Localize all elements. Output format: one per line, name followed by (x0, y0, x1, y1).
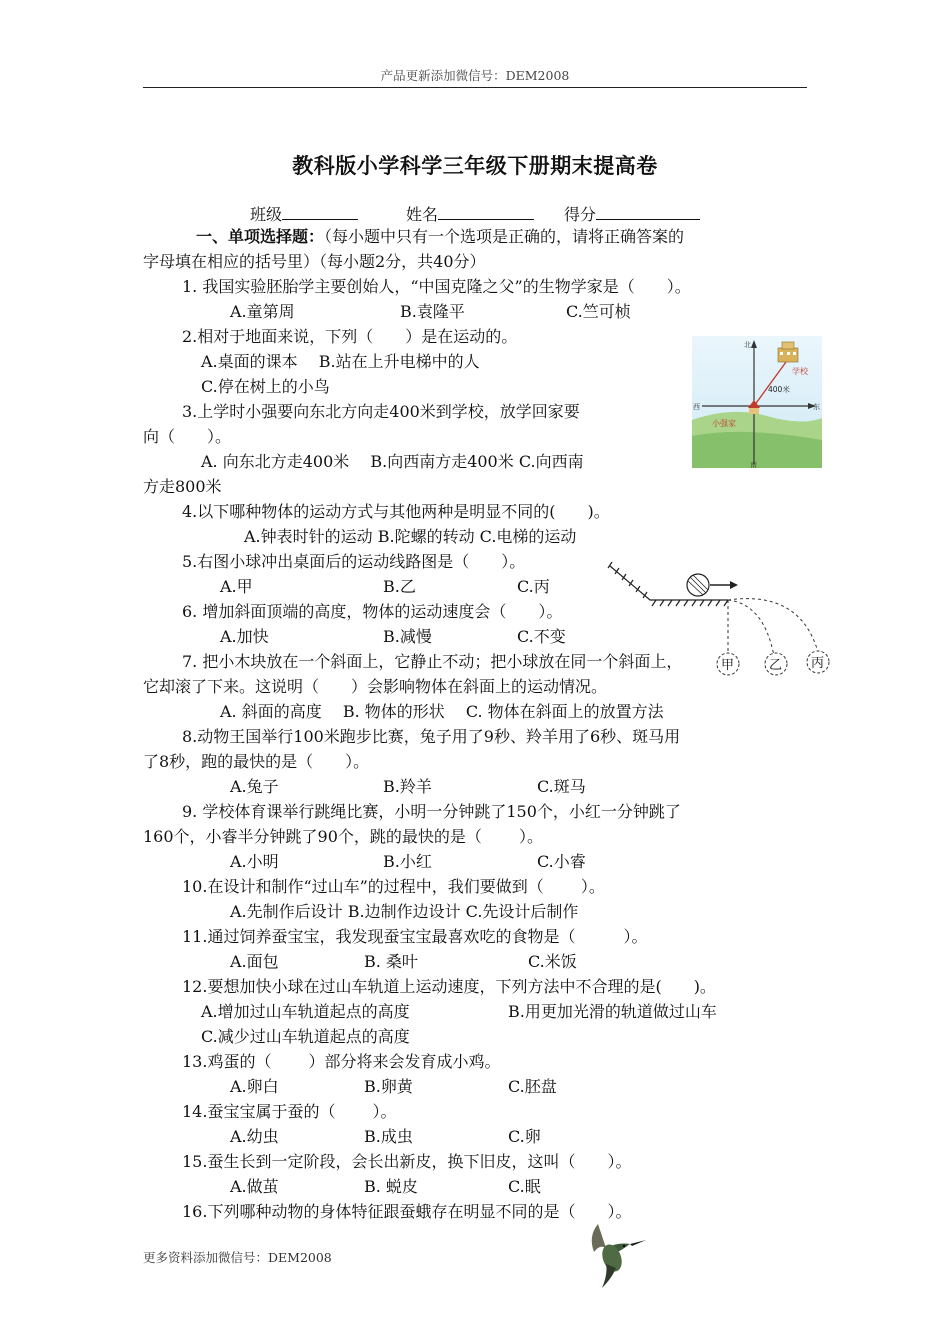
q13-option-c: C.胚盘 (508, 1077, 557, 1096)
q11-stem: 11.通过饲养蚕宝宝，我发现蚕宝宝最喜欢吃的食物是（ ）。 (182, 927, 648, 946)
map-label-east: 东 (813, 403, 820, 411)
q5-option-b: B.乙 (383, 577, 416, 596)
name-label: 姓名 (406, 205, 439, 224)
label-bing: 丙 (811, 656, 825, 671)
q9-option-a: A.小明 (230, 852, 279, 871)
q16-stem: 16.下列哪种动物的身体特征跟蚕蛾存在明显不同的是（ ）。 (182, 1202, 632, 1221)
page-title: 教科版小学科学三年级下册期末提高卷 (292, 154, 658, 178)
q14-option-a: A.幼虫 (230, 1127, 279, 1146)
name-blank (438, 203, 534, 220)
q12-option-c: C.减少过山车轨道起点的高度 (201, 1027, 410, 1046)
map-label-west: 西 (693, 403, 700, 411)
class-label: 班级 (250, 205, 283, 224)
ball-icon (687, 574, 709, 596)
q2-option-c: C.停在树上的小鸟 (201, 377, 330, 396)
q3-options: A. 向东北方走400米 B.向西南方走400米 C.向西南 (201, 452, 584, 471)
grass-front (692, 432, 822, 468)
q13-option-a: A.卵白 (230, 1077, 279, 1096)
label-jia: 甲 (721, 658, 735, 673)
direction-map-figure (692, 336, 822, 468)
q12-stem: 12.要想加快小球在过山车轨道上运动速度，下列方法中不合理的是( )。 (182, 977, 716, 996)
q8-stem-1: 8.动物王国举行100米跑步比赛，兔子用了9秒、羚羊用了6秒、斑马用 (182, 727, 681, 746)
q12-option-a: A.增加过山车轨道起点的高度 (201, 1002, 410, 1021)
motion-arrow-icon (710, 581, 738, 589)
q8-option-b: B.羚羊 (383, 777, 432, 796)
q3-options-cont: 方走800米 (143, 477, 222, 496)
q6-stem: 6. 增加斜面顶端的高度，物体的运动速度会（ ）。 (182, 602, 563, 621)
q14-option-b: B.成虫 (364, 1127, 413, 1146)
section-heading-line (196, 226, 684, 248)
q7-stem-1: 7. 把小木块放在一个斜面上，它静止不动；把小球放在同一个斜面上， (182, 652, 683, 671)
map-label-distance: 400米 (768, 385, 790, 394)
q6-option-b: B.减慢 (383, 627, 432, 646)
q10-options: A.先制作后设计 B.边制作边设计 C.先设计后制作 (230, 902, 579, 921)
q11-option-b: B. 桑叶 (364, 952, 418, 971)
q14-stem: 14.蚕宝宝属于蚕的（ ）。 (182, 1102, 397, 1121)
q12-option-b: B.用更加光滑的轨道做过山车 (508, 1002, 717, 1021)
q4-options: A.钟表时针的运动 B.陀螺的转动 C.电梯的运动 (244, 527, 577, 546)
q15-stem: 15.蚕生长到一定阶段，会长出新皮，换下旧皮，这叫（ ）。 (182, 1152, 632, 1171)
q5-option-a: A.甲 (220, 577, 253, 596)
q2-stem: 2.相对于地面来说，下列（ ）是在运动的。 (182, 327, 518, 346)
q14-option-c: C.卵 (508, 1127, 541, 1146)
hummingbird-icon (578, 1218, 648, 1294)
q1-stem: 1. 我国实验胚胎学主要创始人，“中国克隆之父”的生物学家是（ ）。 (182, 277, 691, 296)
q11-option-a: A.面包 (230, 952, 279, 971)
score-blank (596, 203, 700, 220)
q5-option-c: C.丙 (517, 577, 550, 596)
q8-stem-2: 了8秒，跑的最快的是（ ）。 (143, 752, 370, 771)
section-desc-2: 字母填在相应的括号里）（每小题2分，共40分） (143, 252, 486, 271)
q13-option-b: B.卵黄 (364, 1077, 413, 1096)
q15-option-a: A.做茧 (230, 1177, 279, 1196)
q13-stem: 13.鸡蛋的（ ）部分将来会发育成小鸡。 (182, 1052, 501, 1071)
q15-option-c: C.眠 (508, 1177, 541, 1196)
trajectory-yi (728, 600, 774, 656)
q1-option-c: C.竺可桢 (566, 302, 631, 321)
q1-option-a: A.童第周 (230, 302, 295, 321)
trajectory-bing (728, 599, 818, 652)
map-label-home: 小强家 (712, 419, 736, 428)
q7-options: A. 斜面的高度 B. 物体的形状 C. 物体在斜面上的放置方法 (220, 702, 664, 721)
map-label-school: 学校 (792, 367, 808, 376)
q3-stem-1: 3.上学时小强要向东北方向走400米到学校，放学回家要 (182, 402, 580, 421)
q3-stem-2: 向（ ）。 (143, 427, 232, 446)
label-yi: 乙 (769, 658, 783, 673)
map-label-north: 北 (744, 341, 751, 349)
map-label-south: 南 (750, 461, 757, 468)
q9-stem-2: 160个，小睿半分钟跳了90个，跳的最快的是（ ）。 (143, 827, 543, 846)
q15-option-b: B. 蜕皮 (364, 1177, 418, 1196)
ball-trajectory-figure (604, 560, 836, 684)
q1-option-b: B.袁隆平 (400, 302, 465, 321)
header-divider (143, 87, 807, 88)
student-info (250, 202, 700, 225)
score-label: 得分 (564, 205, 597, 224)
q2-options-ab: A.桌面的课本 B.站在上升电梯中的人 (201, 352, 480, 371)
page-footer: 更多资料添加微信号：DEM2008 (143, 1250, 332, 1265)
q10-stem: 10.在设计和制作“过山车”的过程中，我们要做到（ ）。 (182, 877, 605, 896)
q8-option-c: C.斑马 (537, 777, 586, 796)
q6-option-a: A.加快 (220, 627, 269, 646)
section-heading: 一、单项选择题： (196, 227, 325, 246)
q9-option-c: C.小睿 (537, 852, 586, 871)
q5-stem: 5.右图小球冲出桌面后的运动线路图是（ ）。 (182, 552, 526, 571)
class-blank (282, 203, 358, 220)
q7-stem-2: 它却滚了下来。这说明（ ）会影响物体在斜面上的运动情况。 (143, 677, 608, 696)
page-header: 产品更新添加微信号：DEM2008 (380, 68, 570, 83)
q9-option-b: B.小红 (383, 852, 432, 871)
section-desc-1: （每小题中只有一个选项是正确的，请将正确答案的 (324, 227, 685, 246)
q11-option-c: C.米饭 (528, 952, 577, 971)
q6-option-c: C.不变 (517, 627, 566, 646)
q9-stem-1: 9. 学校体育课举行跳绳比赛，小明一分钟跳了150个，小红一分钟跳了 (182, 802, 681, 821)
q4-stem: 4.以下哪种物体的运动方式与其他两种是明显不同的( )。 (182, 502, 610, 521)
q8-option-a: A.兔子 (230, 777, 279, 796)
slope-surface (608, 562, 728, 606)
